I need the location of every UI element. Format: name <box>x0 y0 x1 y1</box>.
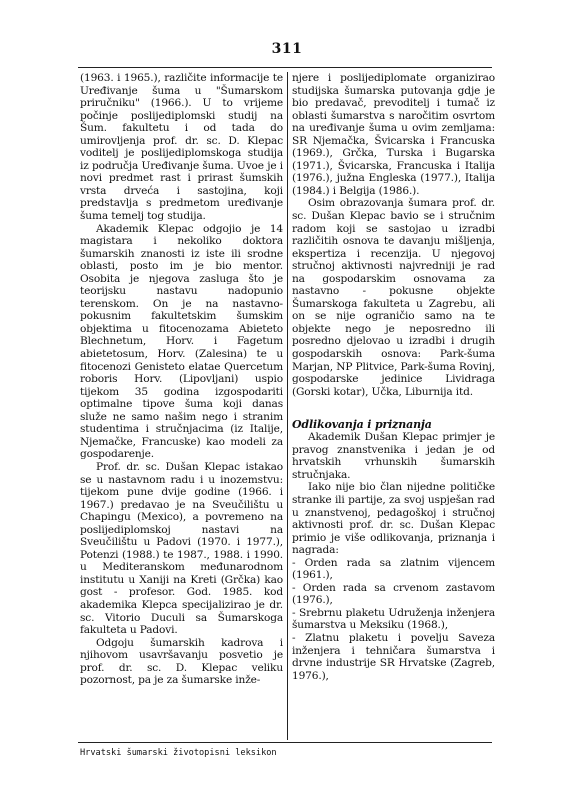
paragraph: njere i poslijediplomate organizirao studijska šumarska putovanja gdje je bio predavač, prevoditelj i tumač iz oblasti šumarstva s naročitim osvrtom na uređivanje šuma u ovim zemljama: SR Njemačka, Švicarska i Francuska (1969.), Grčka, Turska i Bugarska (1971.), Švicarska, Francuska i Italija (1976.), južna Engleska (1977.), Italija (1984.) i Belgija (1986.). <box>292 72 495 197</box>
paragraph: Iako nije bio član nijedne političke stranke ili partije, za svoj uspješan rad u znanstvenoj, pedagoškoj i stručnoj aktivnosti prof. dr. sc. Dušan Klepac primio je više odlikovanja, priznanja i nagrada: <box>292 481 495 557</box>
header-rule <box>78 67 492 68</box>
paragraph: Osim obrazovanja šumara prof. dr. sc. Dušan Klepac bavio se i stručnim radom koji se sastojao u izradbi različitih osnova te davanju mišljenja, ekspertiza i recenzija. U njegovoj stručnoj aktivnosti najvredniji je rad na gospodarskim osnovama za nastavno - pokusne objekte Šumarskoga fakulteta u Zagrebu, ali on se nije ograničio samo na te objekte nego je neposredno ili posredno djelovao u izradbi i drugih gospodarskih osnova: Park-šuma Marjan, NP Plitvice, Park-šuma Rovinj, gospodarske jedinice Lividraga (Gorski kotar), Učka, Liburnija itd. <box>292 197 495 398</box>
page-number: 311 <box>271 41 303 57</box>
paragraph: Akademik Dušan Klepac primjer je pravog znanstvenika i jedan je od hrvatskih vrhunskih šumarskih stručnjaka. <box>292 431 495 481</box>
right-column <box>292 72 495 682</box>
column-divider <box>287 72 288 740</box>
footer-rule <box>78 742 492 743</box>
award-list-item: - Zlatnu plaketu i povelju Saveza inženjera i tehničara šumarstva i drvne industrije SR Hrvatske (Zagreb, 1976.), <box>292 631 495 682</box>
award-list-item: - Orden rada sa crvenom zastavom (1976.), <box>292 581 495 607</box>
award-list-item: - Orden rada sa zlatnim vijencem (1961.), <box>292 556 495 582</box>
paragraph: Odgoju šumarskih kadrova i njihovom usavršavanju posvetio je prof. dr. sc. D. Klepac veliku pozornost, pa je za šumarske inže- <box>80 636 283 687</box>
paragraph: (1963. i 1965.), različite informacije te Uređivanje šuma u "Šumarskom priručniku" (1966.). U to vrijeme počinje poslijediplomski studij na Šum. fakultetu i od tada do umirovljenja prof. dr. sc. D. Klepac voditelj je poslijediplomskoga studija iz područja Uređivanje šuma. Uvoe je i novi predmet rast i prirast šumskih vrsta drveća i sastojina, koji predstavlja s predmetom uređivanje šuma temelj tog studija. <box>80 72 283 223</box>
left-column <box>80 72 283 687</box>
award-list-item: - Srebrnu plaketu Udruženja inženjera šumarstva u Meksiku (1968.), <box>292 606 495 632</box>
section-heading: Odlikovanja i priznanja <box>292 418 432 432</box>
footer-title: Hrvatski šumarski životopisni leksikon <box>80 748 277 758</box>
paragraph: Akademik Klepac odgojio je 14 magistara i nekoliko doktora šumarskih znanosti iz iste ili srodne oblasti, posto im je bio mentor. Osobita je njegova zasluga što je teorijsku nastavu nadopunio terenskom. On je na nastavno-pokusnim fakultetskim šumskim objektima u fitocenozama Abieteto Blechnetum, Horv. i Fagetum abietetosum, Horv. (Zalesina) te u fitocenozi Genisteto elatae Quercetum roboris Horv. (Lipovljani) uspio tijekom 35 godina izgospodariti optimalne tipove šuma koji danas služe ne samo našim nego i stranim studentima i stručnjacima (iz Italije, Njemačke, Francuske) kao modeli za gospodarenje. <box>80 222 283 461</box>
paragraph: Prof. dr. sc. Dušan Klepac istakao se u nastavnom radu i u inozemstvu: tijekom pune dvije godine (1966. i 1967.) predavao je na Sveučilištu u Chapingu (Mexico), a povremeno na poslijediplomskoj nastavi na Sveučilištu u Padovi (1970. i 1977.), Potenzi (1988.) te 1987., 1988. i 1990. u Mediteranskom međunarodnom institutu u Xaniji na Kreti (Grčka) kao gost - profesor. God. 1985. kod akademika Klepca specijalizirao je dr. sc. Vitorio Duculi sa Šumarskoga fakulteta u Padovi. <box>80 460 283 637</box>
